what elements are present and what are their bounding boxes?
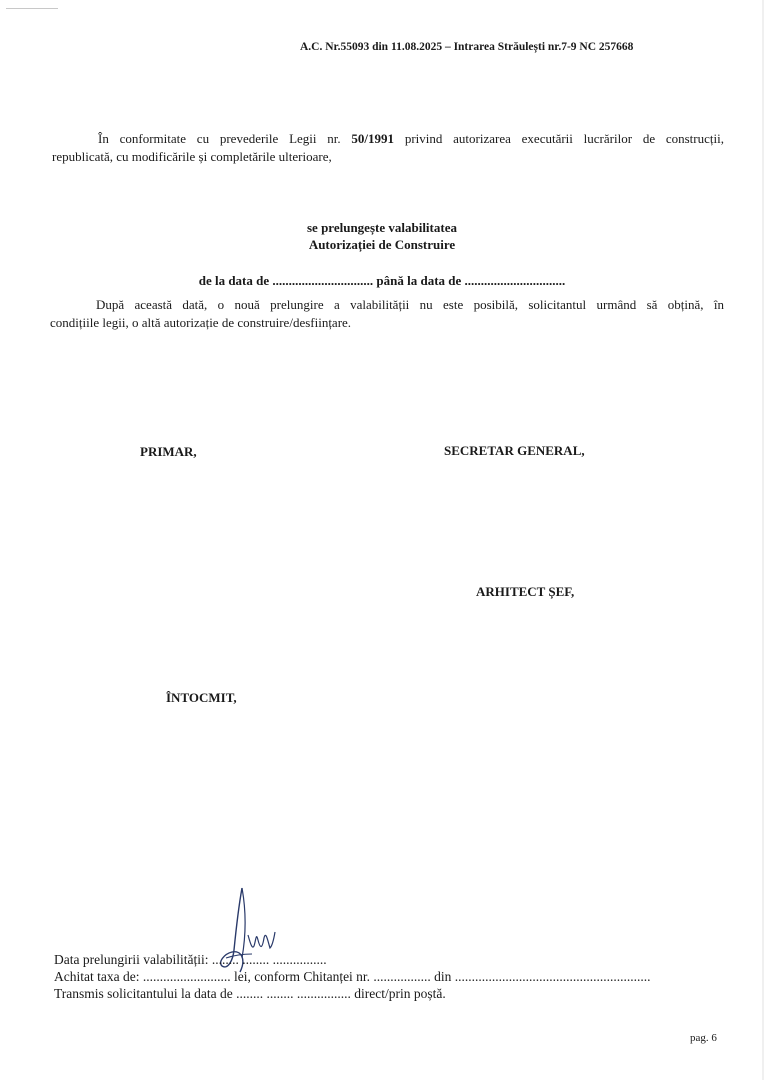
- extension-title-line-2: Autorizației de Construire: [308, 237, 456, 252]
- legal-basis-text-b: privind autorizarea executării lucrărilor de construcții,: [394, 131, 724, 146]
- fee-paid-field: Achitat taxa de: .......................... lei, conform Chitanței nr. ................. din ..........................................................: [54, 969, 651, 984]
- validity-note-paragraph: [50, 296, 724, 332]
- legal-basis-paragraph: [52, 130, 724, 166]
- legal-basis-text-a: În conformitate cu prevederile Legii nr.: [98, 131, 352, 146]
- primar-signatory: PRIMAR,: [140, 444, 197, 459]
- page-number: pag. 6: [690, 1032, 717, 1044]
- arhitect-sef-signatory: ARHITECT ȘEF,: [476, 584, 575, 599]
- validity-note-line-1: După această dată, o nouă prelungire a valabilității nu este posibilă, solicitantul urmând să obțină, în: [96, 297, 724, 312]
- validity-note-line-2: condițiile legii, o altă autorizație de construire/desființare.: [50, 315, 352, 330]
- intocmit-signatory: ÎNTOCMIT,: [166, 690, 237, 705]
- legal-basis-line-1: [52, 130, 724, 148]
- law-number: 50/1991: [351, 131, 395, 146]
- extension-title-line-1: se prelungește valabilitatea: [307, 220, 457, 235]
- transmitted-date-field: Transmis solicitantului la data de ........ ........ ................ direct/prin poștă.: [54, 986, 446, 1001]
- extension-date-field: Data prelungirii valabilității: ........ ........ ................: [54, 952, 327, 967]
- secretar-general-signatory: SECRETAR GENERAL,: [444, 443, 585, 458]
- validity-dates-line: de la data de ............................... până la data de ...............................: [198, 273, 566, 288]
- legal-basis-line-2: republicată, cu modificările și completările ulterioare,: [52, 149, 332, 164]
- document-header: A.C. Nr.55093 din 11.08.2025 – Intrarea Străulești nr.7-9 NC 257668: [300, 41, 634, 53]
- top-edge-line: [6, 8, 58, 9]
